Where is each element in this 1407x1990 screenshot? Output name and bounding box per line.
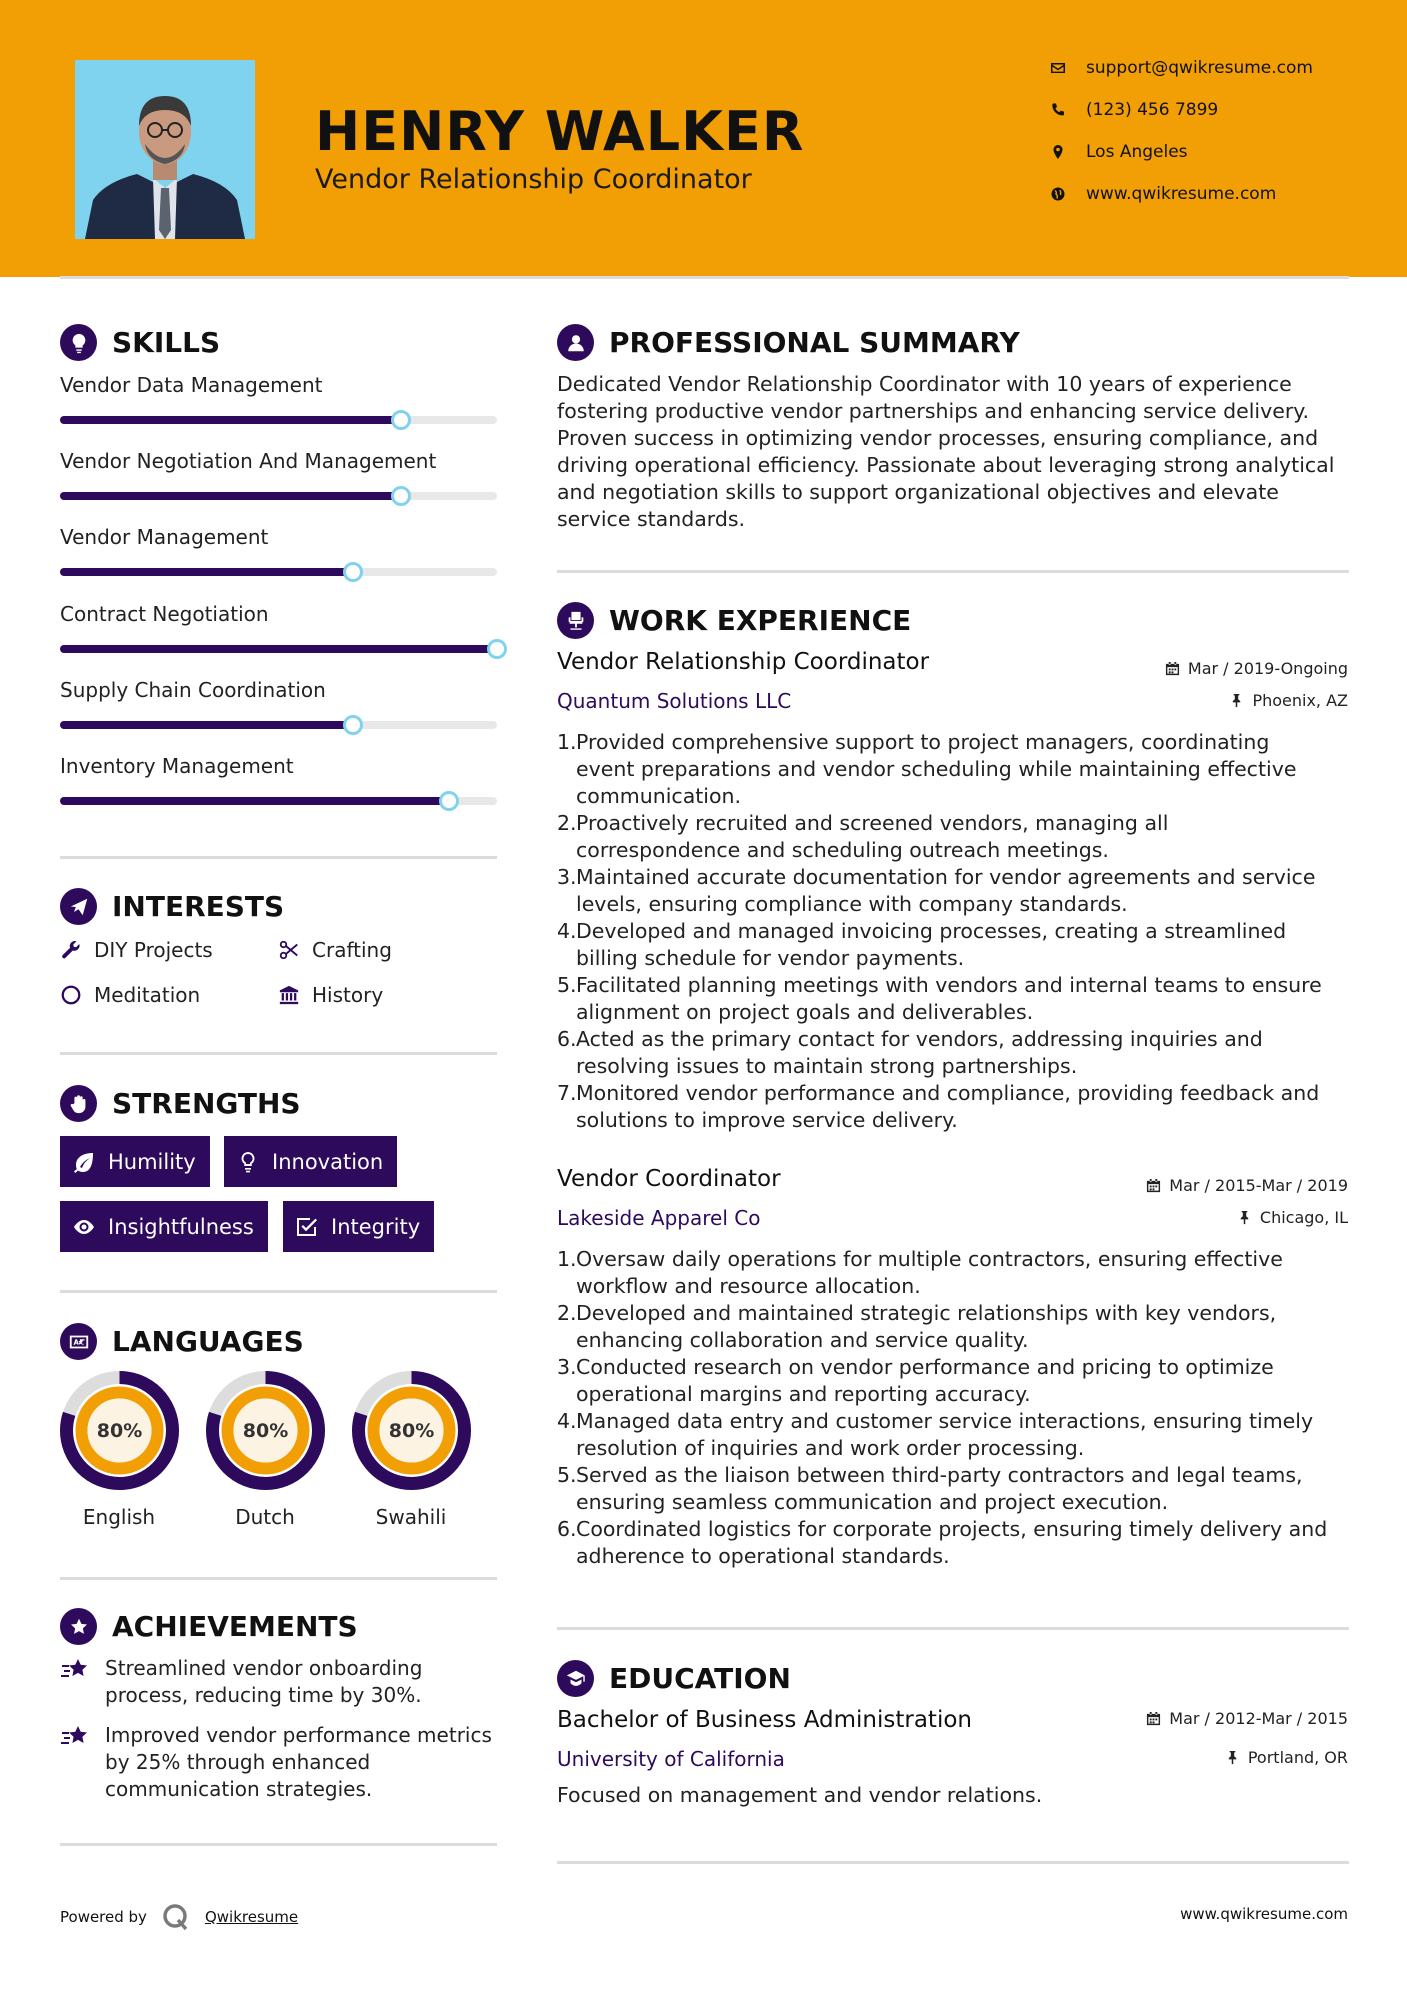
bullet-number: 6. bbox=[557, 1027, 577, 1051]
bullet-number: 5. bbox=[557, 973, 577, 997]
summary-line: Proven success in optimizing vendor processes, ensuring compliance, and bbox=[557, 426, 1319, 450]
strength-badge bbox=[224, 1136, 397, 1187]
bullet-line: Managed data entry and customer service interactions, ensuring timely bbox=[576, 1409, 1314, 1433]
job-company: Lakeside Apparel Co bbox=[557, 1206, 761, 1230]
pushpin-icon bbox=[1229, 693, 1244, 708]
contact-email[interactable] bbox=[1050, 58, 1380, 78]
summary-divider bbox=[557, 570, 1349, 573]
bullet-number: 2. bbox=[557, 1301, 577, 1325]
skill-bar-fill bbox=[60, 645, 497, 653]
paper-plane-icon bbox=[60, 888, 97, 925]
calendar-icon bbox=[1146, 1711, 1161, 1726]
bullet-line: billing schedule for vendor payments. bbox=[576, 946, 965, 970]
bullet-line: communication. bbox=[576, 784, 742, 808]
shooting-star-icon bbox=[60, 1655, 90, 1685]
strength-badge bbox=[60, 1136, 210, 1187]
bullet-text bbox=[576, 1300, 1276, 1354]
skill-bar-fill bbox=[60, 568, 353, 576]
job-dates-text: Mar / 2015-Mar / 2019 bbox=[1169, 1176, 1348, 1195]
skills-divider bbox=[60, 856, 497, 859]
bullet-line: Facilitated planning meetings with vendors and internal teams to ensure bbox=[576, 973, 1322, 997]
education-dates-text: Mar / 2012-Mar / 2015 bbox=[1169, 1709, 1348, 1728]
job-location-text: Phoenix, AZ bbox=[1252, 691, 1348, 710]
education-school: University of California bbox=[557, 1747, 785, 1771]
interest-label: Meditation bbox=[94, 983, 201, 1007]
summary-line: fostering productive vendor partnerships and enhancing service delivery. bbox=[557, 399, 1310, 423]
bullet-line: Developed and maintained strategic relationships with key vendors, bbox=[576, 1301, 1277, 1325]
bullet-line: Monitored vendor performance and compliance, providing feedback and bbox=[576, 1081, 1320, 1105]
bullet-text bbox=[576, 1080, 1319, 1134]
language-percent: 80% bbox=[96, 1420, 143, 1442]
bullet-line: Proactively recruited and screened vendors, managing all bbox=[576, 811, 1169, 835]
skill-label: Vendor Management bbox=[60, 525, 269, 550]
bullet-line: correspondence and scheduling outreach meetings. bbox=[576, 838, 1109, 862]
skill-bar-fill bbox=[60, 492, 401, 500]
languages-title: LANGUAGES bbox=[112, 1325, 304, 1358]
skill-bar bbox=[60, 645, 497, 653]
language-percent: 80% bbox=[242, 1420, 289, 1442]
bullet-line: Acted as the primary contact for vendors, addressing inquiries and bbox=[576, 1027, 1263, 1051]
interest-label: History bbox=[312, 983, 384, 1007]
job-location bbox=[1237, 1208, 1348, 1227]
bullet-number: 4. bbox=[557, 1409, 577, 1433]
language-ring bbox=[205, 1370, 326, 1491]
summary-line: service standards. bbox=[557, 507, 746, 531]
education-heading bbox=[557, 1660, 791, 1697]
achievements-title: ACHIEVEMENTS bbox=[112, 1610, 358, 1643]
job-bullet bbox=[557, 810, 1357, 864]
strength-label: Humility bbox=[108, 1149, 196, 1174]
bullet-number: 3. bbox=[557, 865, 577, 889]
education-degree: Bachelor of Business Administration bbox=[557, 1707, 972, 1733]
qwikresume-logo-icon bbox=[161, 1902, 191, 1932]
job-bullet bbox=[557, 1408, 1357, 1462]
education-description: Focused on management and vendor relations. bbox=[557, 1783, 1043, 1807]
skill-label: Vendor Data Management bbox=[60, 373, 323, 397]
language-name: Swahili bbox=[375, 1505, 447, 1529]
bullet-number: 6. bbox=[557, 1517, 577, 1541]
achievement-text: Improved vendor performance metrics by 25% through enhanced communication strategies. bbox=[105, 1723, 492, 1801]
languages-heading bbox=[60, 1323, 304, 1360]
achievement-text: Streamlined vendor onboarding process, reducing time by 30%. bbox=[105, 1656, 423, 1707]
skill-bar bbox=[60, 416, 497, 424]
footer-website[interactable]: www.qwikresume.com bbox=[1180, 1905, 1348, 1923]
bullet-number: 2. bbox=[557, 811, 577, 835]
pushpin-icon bbox=[1225, 1750, 1240, 1765]
phone-text: (123) 456 7899 bbox=[1086, 100, 1219, 120]
achievement-item bbox=[60, 1722, 500, 1803]
footer-powered-by bbox=[60, 1902, 298, 1932]
bullet-number: 1. bbox=[557, 1247, 577, 1271]
bullet-line: alignment on project goals and deliverables. bbox=[576, 1000, 1034, 1024]
interest-label: DIY Projects bbox=[94, 938, 213, 962]
language-ring bbox=[351, 1370, 472, 1491]
skill-label: Vendor Negotiation And Management bbox=[60, 449, 437, 474]
summary-title: PROFESSIONAL SUMMARY bbox=[609, 326, 1020, 359]
skill-label: Contract Negotiation bbox=[60, 601, 269, 626]
bullet-line: resolution of inquiries and work order processing. bbox=[576, 1436, 1085, 1460]
skill-bar-knob bbox=[343, 562, 363, 582]
bullet-line: Provided comprehensive support to project managers, coordinating bbox=[576, 730, 1270, 754]
job-bullet bbox=[557, 1462, 1357, 1516]
skill-bar bbox=[60, 492, 497, 500]
job-bullet bbox=[557, 1354, 1357, 1408]
leaf-icon bbox=[72, 1150, 96, 1174]
location-text: Los Angeles bbox=[1086, 142, 1188, 162]
profile-photo bbox=[75, 60, 255, 239]
job-bullet bbox=[557, 729, 1357, 810]
lightbulb-icon bbox=[60, 324, 97, 361]
bullet-line: workflow and resource allocation. bbox=[576, 1274, 921, 1298]
email-text: support@qwikresume.com bbox=[1086, 58, 1313, 78]
check-square-icon bbox=[295, 1215, 319, 1239]
summary-line: Dedicated Vendor Relationship Coordinator with 10 years of experience bbox=[557, 372, 1292, 396]
education-location-text: Portland, OR bbox=[1247, 1748, 1348, 1767]
bullet-line: resolving issues to maintain strong partnerships. bbox=[576, 1054, 1078, 1078]
experience-title: WORK EXPERIENCE bbox=[609, 604, 912, 637]
language-ring bbox=[59, 1370, 180, 1491]
education-location bbox=[1225, 1748, 1348, 1767]
bullet-text bbox=[576, 1516, 1327, 1570]
strength-label: Insightfulness bbox=[108, 1214, 254, 1239]
strength-label: Innovation bbox=[272, 1149, 384, 1174]
experience-heading bbox=[557, 602, 911, 639]
job-location bbox=[1229, 691, 1348, 710]
achievement-item bbox=[60, 1655, 500, 1709]
calendar-icon bbox=[1165, 661, 1180, 676]
skills-heading bbox=[60, 324, 220, 361]
job-role: Vendor Relationship Coordinator bbox=[557, 649, 930, 675]
bullet-line: levels, ensuring compliance with company standards. bbox=[576, 892, 1128, 916]
brand-link[interactable]: Qwikresume bbox=[204, 1908, 299, 1926]
skill-bar-fill bbox=[60, 797, 449, 805]
phone-icon bbox=[1050, 102, 1086, 118]
bullet-line: solutions to improve service delivery. bbox=[576, 1108, 958, 1132]
user-icon bbox=[557, 324, 594, 361]
bullet-text bbox=[576, 972, 1322, 1026]
interest-item bbox=[60, 938, 213, 962]
interests-title: INTERESTS bbox=[112, 890, 285, 923]
bullet-text bbox=[576, 918, 1286, 972]
job-dates bbox=[1165, 659, 1348, 678]
job-location-text: Chicago, IL bbox=[1259, 1208, 1348, 1227]
skill-bar-knob bbox=[391, 486, 411, 506]
bullet-line: adherence to operational standards. bbox=[576, 1544, 950, 1568]
bullet-line: enhancing collaboration and service quality. bbox=[576, 1328, 1029, 1352]
achievements-heading bbox=[60, 1608, 358, 1645]
shooting-star-icon bbox=[60, 1722, 90, 1752]
contact-phone[interactable] bbox=[1050, 100, 1380, 120]
summary-line: driving operational efficiency. Passionate about leveraging strong analytical bbox=[557, 453, 1335, 477]
achievements-divider bbox=[60, 1843, 497, 1846]
candidate-title: Vendor Relationship Coordinator bbox=[315, 164, 752, 195]
bullet-text bbox=[576, 1354, 1274, 1408]
interests-heading bbox=[60, 888, 284, 925]
strength-badge bbox=[283, 1201, 434, 1252]
skill-bar-knob bbox=[391, 410, 411, 430]
skills-title: SKILLS bbox=[112, 326, 221, 359]
job-bullet bbox=[557, 1026, 1357, 1080]
calendar-icon bbox=[1146, 1178, 1161, 1193]
bullet-text bbox=[576, 729, 1296, 810]
language-percent: 80% bbox=[388, 1420, 435, 1442]
bullet-line: ensuring seamless communication and project execution. bbox=[576, 1490, 1169, 1514]
job-bullet bbox=[557, 972, 1357, 1026]
wrench-icon bbox=[60, 939, 82, 961]
job-bullet bbox=[557, 918, 1357, 972]
interest-item bbox=[278, 983, 383, 1007]
powered-by-text: Powered by bbox=[60, 1908, 147, 1926]
bullet-text bbox=[576, 1408, 1313, 1462]
summary-text bbox=[557, 371, 1357, 533]
job-company: Quantum Solutions LLC bbox=[557, 689, 792, 713]
bullet-line: Conducted research on vendor performance and pricing to optimize bbox=[576, 1355, 1274, 1379]
job-dates-text: Mar / 2019-Ongoing bbox=[1187, 659, 1348, 678]
education-divider bbox=[557, 1861, 1349, 1864]
summary-line: and negotiation skills to support organizational objectives and elevate bbox=[557, 480, 1279, 504]
graduate-icon bbox=[557, 1660, 594, 1697]
contact-website[interactable] bbox=[1050, 184, 1380, 204]
bullet-text bbox=[576, 810, 1168, 864]
bullet-number: 5. bbox=[557, 1463, 577, 1487]
hand-icon bbox=[60, 1085, 97, 1122]
skill-bar bbox=[60, 797, 497, 805]
lightbulb-icon bbox=[236, 1150, 260, 1174]
candidate-name: HENRY WALKER bbox=[315, 100, 805, 163]
scissors-icon bbox=[278, 939, 300, 961]
job-bullet bbox=[557, 1516, 1357, 1570]
envelope-icon bbox=[1050, 60, 1086, 76]
office-chair-icon bbox=[557, 602, 594, 639]
header-banner bbox=[0, 0, 1407, 277]
circle-icon bbox=[60, 984, 82, 1006]
job-bullet bbox=[557, 1080, 1357, 1134]
skill-label: Inventory Management bbox=[60, 754, 294, 778]
bullet-text bbox=[576, 1246, 1283, 1300]
job-role: Vendor Coordinator bbox=[557, 1166, 781, 1192]
education-title: EDUCATION bbox=[609, 1662, 791, 1695]
job-bullet bbox=[557, 1246, 1357, 1300]
pushpin-icon bbox=[1237, 1210, 1252, 1225]
interest-item bbox=[60, 983, 200, 1007]
skill-label: Supply Chain Coordination bbox=[60, 677, 326, 702]
interest-item bbox=[278, 938, 392, 962]
map-pin-icon bbox=[1050, 144, 1086, 160]
skill-bar bbox=[60, 721, 497, 729]
bullet-text bbox=[576, 1462, 1303, 1516]
strength-label: Integrity bbox=[331, 1214, 421, 1239]
job-bullets bbox=[557, 729, 1357, 1134]
strengths-title: STRENGTHS bbox=[112, 1087, 301, 1120]
strength-badge bbox=[60, 1201, 268, 1252]
museum-icon bbox=[278, 984, 300, 1006]
contact-location bbox=[1050, 142, 1380, 162]
language-name: English bbox=[82, 1505, 156, 1529]
languages-divider bbox=[60, 1577, 497, 1580]
skill-bar-knob bbox=[343, 715, 363, 735]
strengths-divider bbox=[60, 1290, 497, 1293]
bullet-number: 3. bbox=[557, 1355, 577, 1379]
bullet-line: event preparations and vendor scheduling while maintaining effective bbox=[576, 757, 1297, 781]
globe-icon bbox=[1050, 186, 1086, 202]
summary-heading bbox=[557, 324, 1020, 361]
bullet-text bbox=[576, 1026, 1263, 1080]
experience-divider bbox=[557, 1627, 1349, 1630]
strengths-heading bbox=[60, 1085, 301, 1122]
bullet-line: Developed and managed invoicing processes, creating a streamlined bbox=[576, 919, 1287, 943]
skill-bar-knob bbox=[487, 639, 507, 659]
skill-bar bbox=[60, 568, 497, 576]
skill-bar-fill bbox=[60, 416, 401, 424]
language-name: Dutch bbox=[235, 1505, 295, 1529]
interest-label: Crafting bbox=[312, 938, 392, 962]
website-text: www.qwikresume.com bbox=[1086, 184, 1277, 204]
language-icon bbox=[60, 1323, 97, 1360]
job-dates bbox=[1146, 1176, 1348, 1195]
education-dates bbox=[1146, 1709, 1348, 1728]
job-bullet bbox=[557, 864, 1357, 918]
bullet-line: Oversaw daily operations for multiple contractors, ensuring effective bbox=[576, 1247, 1283, 1271]
bullet-line: operational margins and reporting accuracy. bbox=[576, 1382, 1031, 1406]
header-divider bbox=[60, 276, 1349, 279]
job-bullet bbox=[557, 1300, 1357, 1354]
interests-divider bbox=[60, 1052, 497, 1055]
skill-bar-knob bbox=[439, 791, 459, 811]
bullet-number: 1. bbox=[557, 730, 577, 754]
job-bullets bbox=[557, 1246, 1357, 1570]
bullet-number: 7. bbox=[557, 1081, 577, 1105]
bullet-text bbox=[576, 864, 1315, 918]
bullet-number: 4. bbox=[557, 919, 577, 943]
star-badge-icon bbox=[60, 1608, 97, 1645]
bullet-line: Coordinated logistics for corporate projects, ensuring timely delivery and bbox=[576, 1517, 1328, 1541]
bullet-line: Maintained accurate documentation for vendor agreements and service bbox=[576, 865, 1316, 889]
bullet-line: Served as the liaison between third-party contractors and legal teams, bbox=[576, 1463, 1303, 1487]
skill-bar-fill bbox=[60, 721, 353, 729]
eye-icon bbox=[72, 1215, 96, 1239]
